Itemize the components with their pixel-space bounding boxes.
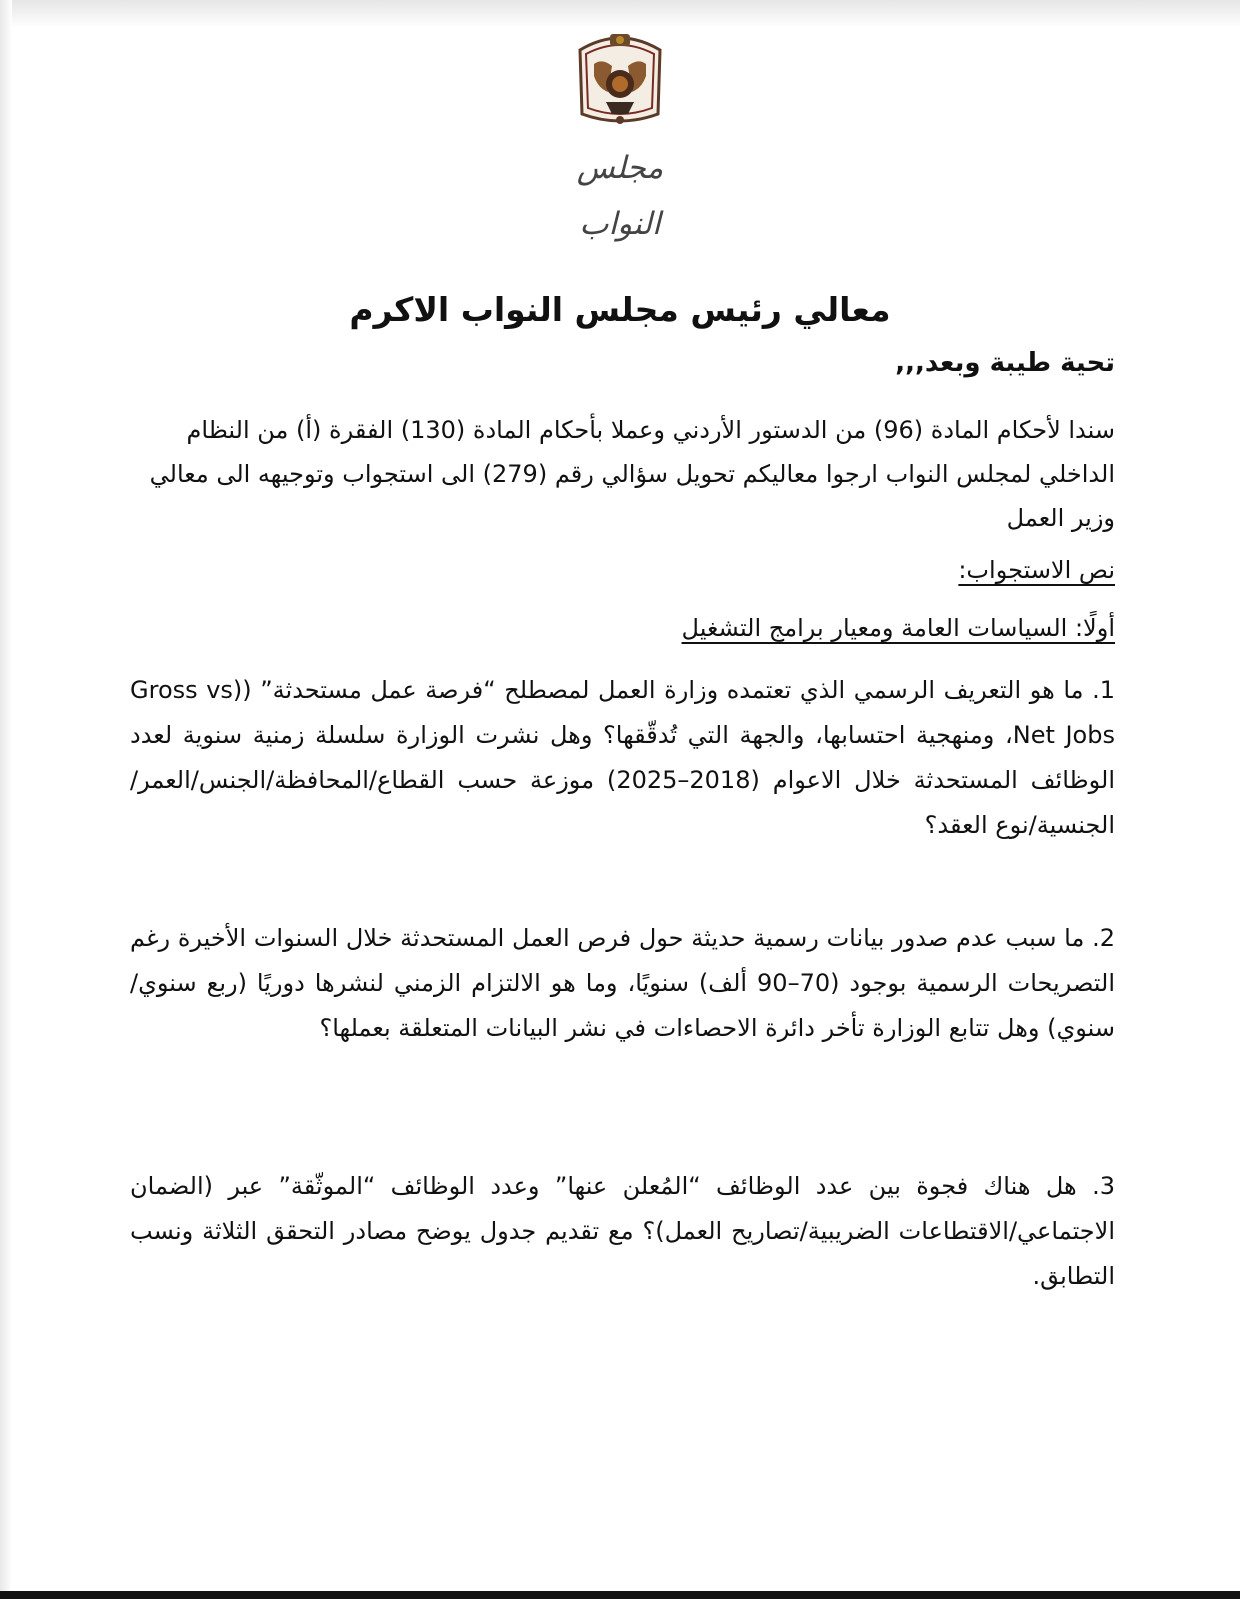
- question-number: 3.: [1092, 1172, 1115, 1200]
- greeting: تحية طيبة وبعد,,,: [895, 348, 1115, 378]
- question-text: ما سبب عدم صدور بيانات رسمية حديثة حول فرص العمل المستحدثة خلال السنوات الأخيرة رغم التصريحات الرسمية بوجود (70–90 ألف) سنويًا، وما هو الالتزام الزمني لنشرها دوريًا (ربع سنوي/سنوي) وهل تتابع الوزارة تأخر دائرة الاحصاءات في نشر البيانات المتعلقة بعملها؟: [130, 924, 1116, 1042]
- question-number: 1.: [1092, 676, 1115, 704]
- parliament-signature-logo: [552, 140, 688, 242]
- parliament-signature-text: مجلس النواب: [576, 150, 664, 242]
- question-text: هل هناك فجوة بين عدد الوظائف “المُعلن عنها” وعدد الوظائف “الموثّقة” عبر (الضمان الاجتماعي/الاقتطاعات الضريبية/تصاريح العمل)؟ مع تقديم جدول يوضح مصادر التحقق الثلاثة ونسب التطابق.: [130, 1172, 1115, 1290]
- question-text: ما هو التعريف الرسمي الذي تعتمده وزارة العمل لمصطلح “فرصة عمل مستحدثة” ((Gross vs Net Jobs، ومنهجية احتسابها، والجهة التي تُدقّقها؟ وهل نشرت الوزارة سلسلة زمنية سنوية لعدد الوظائف المستحدثة خلال الاعوام (2018–2025) موزعة حسب القطاع/المحافظة/الجنس/العمر/الجنسية/نوع العقد؟: [130, 676, 1115, 839]
- question-item: [130, 1164, 1115, 1299]
- coat-of-arms-icon: [572, 30, 668, 130]
- question-item: [130, 916, 1115, 1051]
- scan-bottom-edge: [0, 1591, 1240, 1599]
- question-number: 2.: [1092, 924, 1115, 952]
- letter-title: معالي رئيس مجلس النواب الاكرم: [349, 290, 891, 329]
- intro-paragraph: سندا لأحكام المادة (96) من الدستور الأردني وعملا بأحكام المادة (130) الفقرة (أ) من النظام الداخلي لمجلس النواب ارجوا معاليكم تحويل سؤالي رقم (279) الى استجواب وتوجيهه الى معالي وزير العمل: [149, 416, 1115, 532]
- interpellation-heading: نص الاستجواب:: [958, 556, 1115, 584]
- question-item: [130, 668, 1115, 848]
- scan-left-shadow: [0, 0, 12, 1599]
- section-heading: أولًا: السياسات العامة ومعيار برامج التشغيل: [681, 614, 1115, 642]
- scan-top-shadow: [0, 0, 1240, 28]
